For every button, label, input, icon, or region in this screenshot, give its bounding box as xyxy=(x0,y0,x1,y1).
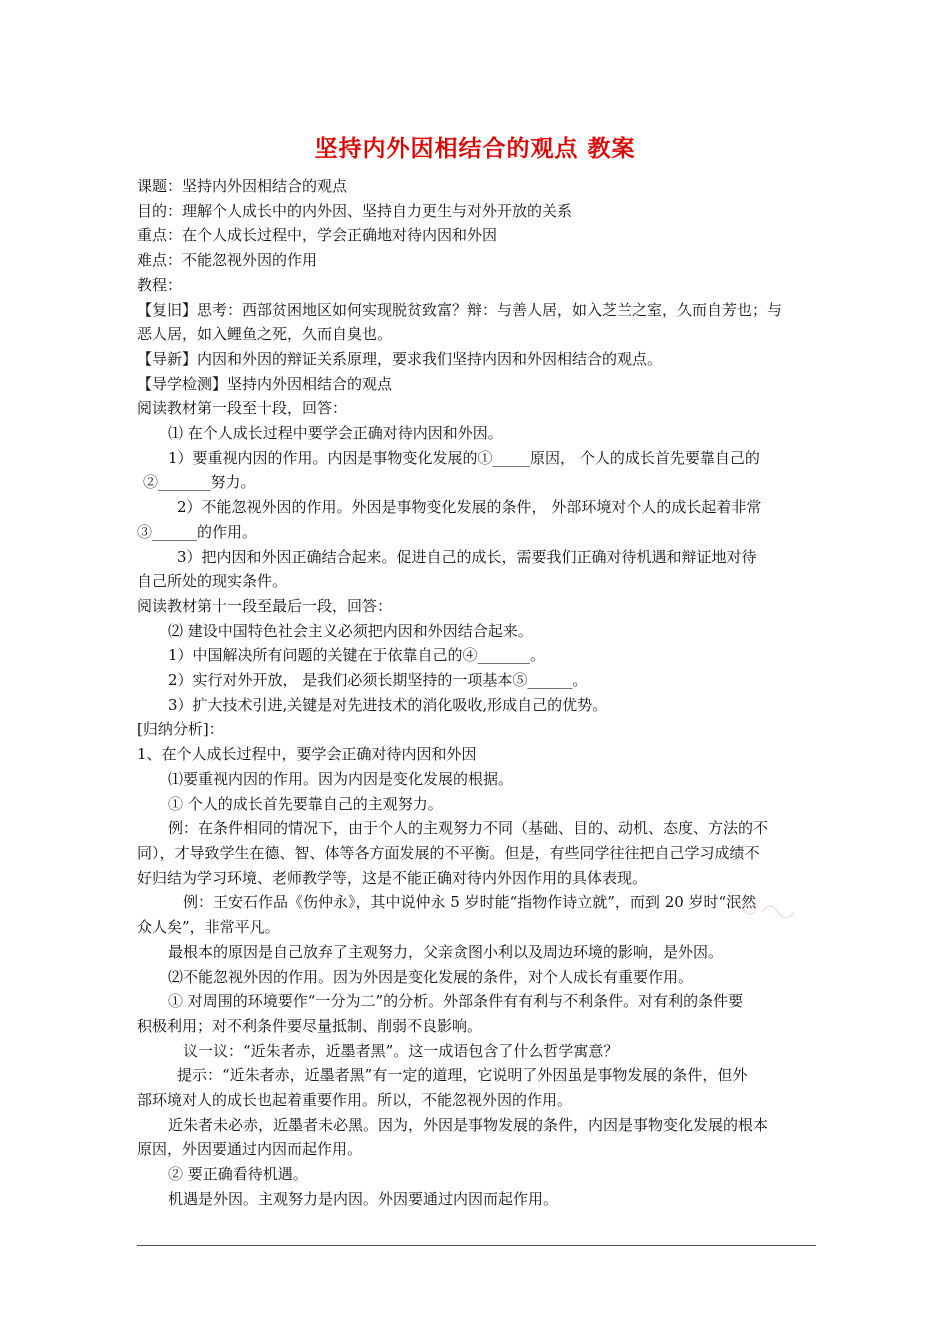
review-tag: 【复旧】 xyxy=(137,300,198,319)
analysis-p8: ① 对周围的环境要作“一分为二”的分析。外部条件有有利与不利条件。对有利的条件要 xyxy=(168,992,744,1011)
check-paragraph xyxy=(137,372,817,397)
analysis-example-1: 例：在条件相同的情况下，由于个人的主观努力不同（基础、目的、动机、态度、方法的不 xyxy=(168,819,769,838)
analysis-p7: ⑵不能忽视外因的作用。因为外因是变化发展的条件，对个人成长有重要作用。 xyxy=(168,967,694,986)
analysis-example-1-cont: 同），才导致学生在德、智、体等各方面发展的不平衡。但是，有些同学往往把自己学习成绩不 xyxy=(137,843,760,862)
intro-text: 内因和外因的辩证关系原理，要求我们坚持内因和外因相结合的观点。 xyxy=(197,349,663,368)
intro-paragraph xyxy=(137,347,817,372)
analysis-discuss: 议一议：“近朱者赤，近墨者黑”。这一成语包含了什么哲学寓意？ xyxy=(183,1041,619,1060)
section1-read: 阅读教材第一段至十段，回答： xyxy=(137,399,348,418)
difficulty: 难点：不能忽视外因的作用 xyxy=(137,251,318,270)
analysis-p11: 近朱者未必赤，近墨者未必黑。因为，外因是事物发展的条件，内因是事物变化发展的根本 xyxy=(168,1115,769,1134)
analysis-p13: 机遇是外因。主观努力是内因。外因要通过内因而起作用。 xyxy=(168,1189,559,1208)
section2-question: ⑵ 建设中国特色社会主义必须把内因和外因结合起来。 xyxy=(168,621,533,640)
section1-answer-2-cont: ③______的作用。 xyxy=(137,522,258,541)
section1-answer-3: 3）把内因和外因正确结合起来。促进自己的成长，需要我们正确对待机遇和辩证地对待 xyxy=(177,547,757,566)
analysis-p2: ⑴要重视内因的作用。因为内因是变化发展的根据。 xyxy=(168,769,514,788)
document-body xyxy=(137,174,817,1212)
footer-rule xyxy=(137,1245,816,1246)
procedure-label: 教程： xyxy=(137,275,183,294)
analysis-p11-cont: 原因，外因要通过内因而起作用。 xyxy=(137,1140,363,1159)
section2-answer-1: 1）中国解决所有问题的关键在于依靠自己的④_______。 xyxy=(168,646,546,665)
analysis-example-2-cont: 众人矣”，非常平凡。 xyxy=(137,918,280,937)
section1-answer-1-cont: ②_______努力。 xyxy=(143,473,256,492)
analysis-hint-cont: 部环境对人的成长也起着重要作用。所以，不能忽视外因的作用。 xyxy=(137,1091,573,1110)
section2-read: 阅读教材第十一段至最后一段，回答： xyxy=(137,596,393,615)
section1-question: ⑴ 在个人成长过程中要学会正确对待内因和外因。 xyxy=(168,424,503,443)
analysis-example-1-cont-2: 好归结为学习环境、老师教学等，这是不能正确对待内外因作用的具体表现。 xyxy=(137,868,648,887)
analysis-heading: [归纳分析]： xyxy=(137,720,224,739)
section1-answer-3-cont: 自己所处的现实条件。 xyxy=(137,572,288,591)
analysis-p1: 1、在个人成长过程中，要学会正确对待内因和外因 xyxy=(137,745,477,764)
analysis-p12: ② 要正确看待机遇。 xyxy=(168,1165,308,1184)
analysis-p6: 最根本的原因是自己放弃了主观努力，父亲贪图小利以及周边环境的影响，是外因。 xyxy=(168,942,724,961)
section2-answer-2: 2）实行对外开放， 是我们必须长期坚持的一项基本⑤______。 xyxy=(168,671,588,690)
section2-answer-3: 3）扩大技术引进,关键是对先进技术的消化吸收,形成自己的优势。 xyxy=(168,695,608,714)
section1-answer-1: 1）要重视内因的作用。内因是事物变化发展的①_____原因， 个人的成长首先要靠自己的 xyxy=(168,448,760,467)
review-line-1: 思考：西部贫困地区如何实现脱贫致富？辩：与善人居，如入芝兰之室，久而自芳也；与 xyxy=(197,300,783,319)
check-tag: 【导学检测】 xyxy=(137,374,228,393)
section1-answer-2: 2）不能忽视外因的作用。外因是事物变化发展的条件， 外部环境对个人的成长起着非常 xyxy=(177,498,762,517)
watermark-mark xyxy=(740,898,810,918)
analysis-p8-cont: 积极利用；对不利条件要尽量抵制、削弱不良影响。 xyxy=(137,1016,483,1035)
objective: 目的：理解个人成长中的内外因、坚持自力更生与对外开放的关系 xyxy=(137,201,573,220)
review-paragraph xyxy=(137,298,817,323)
key-point: 重点：在个人成长过程中，学会正确地对待内因和外因 xyxy=(137,226,498,245)
analysis-example-2: 例：王安石作品《伤仲永》，其中说仲永 5 岁时能“指物作诗立就”，而到 20 岁时“泯然 xyxy=(183,893,757,912)
review-line-2: 恶人居，如入鲤鱼之死，久而自臭也。 xyxy=(137,325,393,344)
course-topic: 课题：坚持内外因相结合的观点 xyxy=(137,177,348,195)
analysis-hint: 提示：“近朱者赤，近墨者黑”有一定的道理，它说明了外因虽是事物发展的条件，但外 xyxy=(177,1066,748,1085)
document-title: 坚持内外因相结合的观点 教案 xyxy=(314,136,636,162)
analysis-p3: ① 个人的成长首先要靠自己的主观努力。 xyxy=(168,794,443,813)
intro-tag: 【导新】 xyxy=(137,349,198,368)
check-text: 坚持内外因相结合的观点 xyxy=(227,374,393,393)
